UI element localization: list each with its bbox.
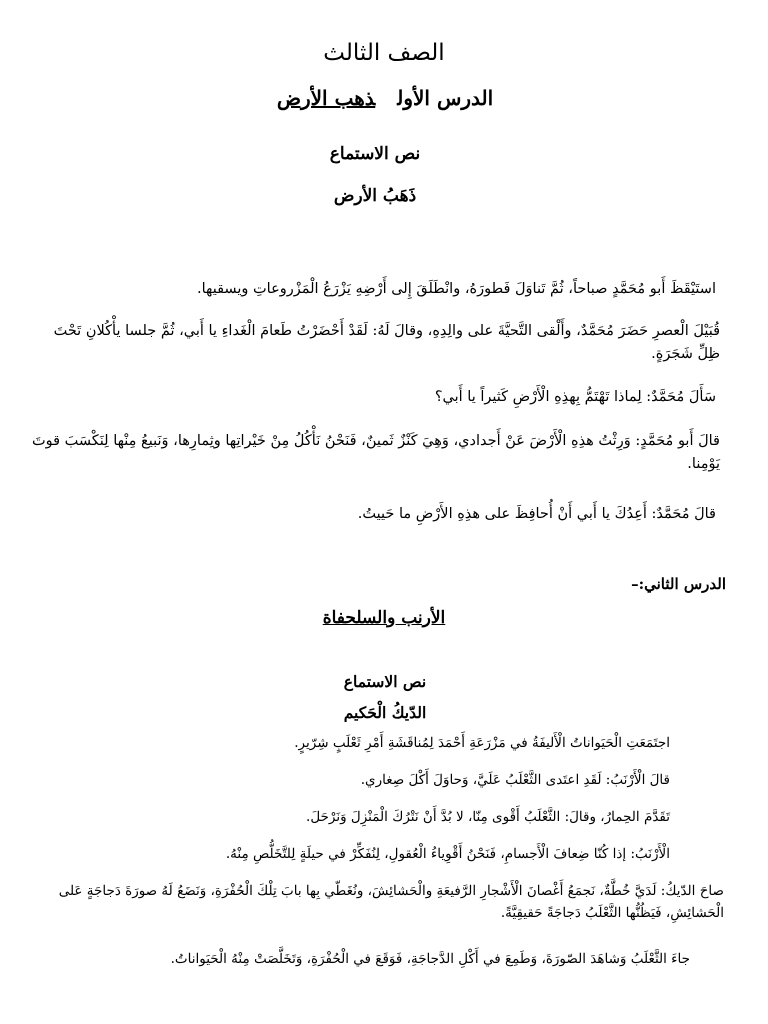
lesson1-listening-heading: نص الاستماع bbox=[329, 144, 421, 164]
lesson1-paragraph: قُبَيْلَ الْعصرِ حَضَرَ مُحَمَّدٌ، وأَلْقى التَّحيَّةَ على والِدِهِ، وقالَ لَهُ: لَقَدْ أَحْضَرْتُ طَعامَ الْغَداءِ يا أَبي، ثُمَّ جلسا يأْكُلانِ تَحْتَ ظِلِّ شَجَرَةٍ. bbox=[53, 323, 720, 362]
lesson1-paragraph: سَأَلَ مُحَمَّدٌ: لِماذا تَهْتَمُّ بِهذِهِ الْأَرْضِ كَثيراً يا أَبي؟ bbox=[434, 389, 716, 405]
lesson2-paragraph: تَقَدَّمَ الحِمارُ، وقالَ: الثَّعْلَبُ أَقْوى مِنّا، لا بُدَّ أَنْ نَتْرُكَ الْمَنْزِلَ وَنَرْحَلَ. bbox=[306, 809, 670, 825]
lesson2-paragraph: قالَ الْأَرْنَبُ: لَقَدِ اعتَدى الثَّعْلَبُ عَلَيَّ، وَحاوَلَ أَكْلَ صِغاري. bbox=[360, 772, 670, 788]
lesson1-paragraph: قالَ مُحَمَّدٌ: أَعِدُكَ يا أَبي أَنْ أُحافِظَ على هذِهِ الأَرْضِ ما حَييتُ. bbox=[357, 506, 716, 522]
lesson2-paragraph: اجتَمَعَتِ الْحَيَواناتُ الْأَليفَةُ في مَزْرَعَةِ أَحْمَدَ لِمُناقَشَةِ أَمْرِ ثَعْلَبٍ شِرّيرٍ. bbox=[294, 735, 670, 751]
lesson2-title: الأرنب والسلحفاة bbox=[322, 608, 446, 628]
lesson2-paragraph: جاءَ الثَّعْلَبُ وَشاهَدَ الصّورَةَ، وَطَمِعَ في أَكْلِ الدَّجاجَةِ، فَوَقَعَ في الْحُفْرَةِ، وَتَخَلَّصَتْ مِنْهُ الْحَيَواناتُ. bbox=[170, 951, 690, 967]
lesson2-paragraph: الْأَرْنَبُ: إذا كُنّا ضِعافَ الْأَجسامِ، فَنَحْنُ أَقْوِياءُ الْعُقولِ، لِنُفَكِّرْ في حيلَةٍ لِلتَّخَلُّصِ مِنْهُ. bbox=[225, 846, 670, 862]
lesson1-paragraph: قالَ أَبو مُحَمَّدٍ: وَرِثْتُ هذِهِ الْأَرْضَ عَنْ أَجدادي، وَهِيَ كَنْزٌ ثَمينٌ، فَنَحْنُ نَأْكُلُ مِنْ خَيْراتِها وثِمارِها، وَنَبيعُ مِنْها لِنَكْسَبَ قوتَ يَوْمِنا. bbox=[31, 433, 720, 472]
lesson1-label: الدرس الأول bbox=[397, 86, 494, 110]
lesson1-paragraph: استَيْقَظَ أَبو مُحَمَّدٍ صباحاً، ثُمَّ تَناوَلَ فَطورَهُ، وانْطَلَقَ إِلى أَرْضِهِ يَزْرَعُ الْمَزْروعاتِ ويسقيها. bbox=[197, 281, 716, 297]
lesson2-story-title: الدّيكُ الْحَكيم bbox=[343, 703, 427, 722]
lesson1-story-title: ذَهَبُ الأرض bbox=[333, 186, 417, 206]
lesson2-listening-heading: نص الاستماع bbox=[343, 672, 427, 691]
lesson2-label: الدرس الثاني:– bbox=[631, 575, 726, 593]
lesson1-title: ذهب الأرض bbox=[276, 86, 376, 110]
lesson2-paragraph: صاحَ الدّيكُ: لَدَيَّ خُطَّةٌ، نَجمَعُ أَغْصانَ الْأَشْجارِ الرَّفيعَةِ والْحَشائِشَ، ونُغَطّي بِها بابَ تِلْكَ الْحُفْرَةِ، وَنَضَعُ لَهُ صورَةَ دَجاجَةٍ عَلى الْحَشائِشِ، فَيَظُنُّها الثَّعْلَبُ دَجاجَةً حَقيقِيَّةً. bbox=[58, 883, 724, 921]
lesson1-heading bbox=[240, 86, 530, 110]
grade-title: الصف الثالث bbox=[323, 40, 445, 66]
